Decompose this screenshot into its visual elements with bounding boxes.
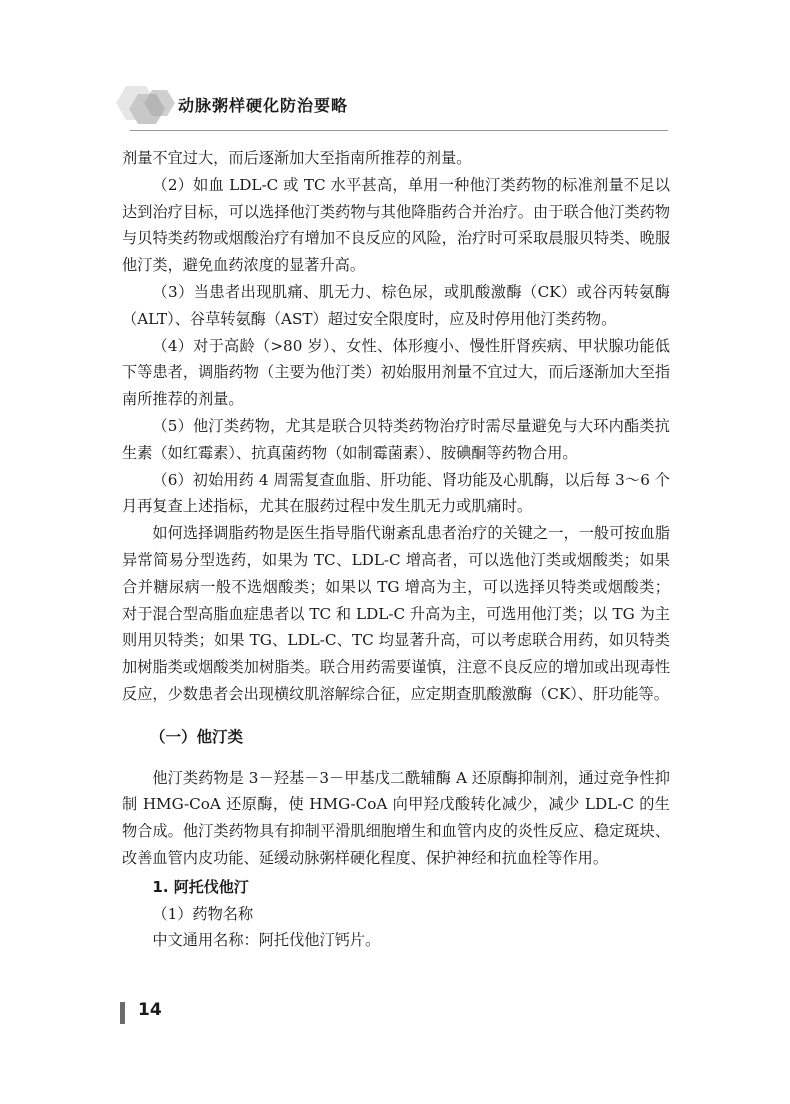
- hexagon-decoration-icon: [112, 82, 182, 132]
- sub-item-drug-name: （1）药物名称: [152, 904, 254, 923]
- paragraph-item-3: （3）当患者出现肌痛、肌无力、棕色尿，或肌酸激酶（CK）或谷丙转氨酶（ALT）、谷草转氨酶（AST）超过安全限度时，应及时停用他汀类药物。: [122, 282, 670, 328]
- paragraph-statins-intro: 他汀类药物是 3－羟基－3－甲基戊二酰辅酶 A 还原酶抑制剂，通过竞争性抑制 HMG-CoA 还原酶，使 HMG-CoA 向甲羟戊酸转化减少，减少 LDL-C 的生物合成。他汀类药物具有抑制平滑肌细胞增生和血管内皮的炎性反应、稳定斑块、改善血管内皮功能、延缓动脉粥样硬化程度、保护神经和抗血栓等作用。: [122, 768, 670, 867]
- paragraph-item-5: （5）他汀类药物，尤其是联合贝特类药物治疗时需尽量避免与大环内酯类抗生素（如红霉素）、抗真菌药物（如制霉菌素）、胺碘酮等药物合用。: [122, 416, 670, 462]
- paragraph-continuation: 剂量不宜过大，而后逐渐加大至指南所推荐的剂量。: [122, 149, 472, 167]
- footer-bar: [120, 1002, 125, 1024]
- section-heading-statins: （一）他汀类: [150, 727, 244, 746]
- header-divider: [130, 130, 668, 131]
- page-body: [122, 145, 670, 954]
- sub-heading-text: 1. 阿托伐他汀: [152, 877, 249, 896]
- page-number: 14: [138, 1000, 162, 1020]
- running-header-title: 动脉粥样硬化防治要略: [178, 96, 349, 115]
- paragraph-drug-selection: 如何选择调脂药物是医生指导脂代谢紊乱患者治疗的关键之一，一般可按血脂异常简易分型选药，如果为 TC、LDL-C 增高者，可以选他汀类或烟酸类；如果合并糖尿病一般不选烟酸类；如果以 TG 增高为主，可以选择贝特类或烟酸类；对于混合型高脂血症患者以 TC 和 LDL-C 升高为主，可选用他汀类；以 TG 为主则用贝特类；如果 TG、LDL-C、TC 均显著升高，可以考虑联合用药，如贝特类加树脂类或烟酸类加树脂类。联合用药需要谨慎，注意不良反应的增加或出现毒性反应，少数患者会出现横纹肌溶解综合征，应定期查肌酸激酶（CK）、肝功能等。: [122, 524, 670, 703]
- sub-heading-atorvastatin: [122, 874, 670, 901]
- paragraph-item-4: （4）对于高龄（>80 岁）、女性、体形瘦小、慢性肝肾疾病、甲状腺功能低下等患者，调脂药物（主要为他汀类）初始服用剂量不宜过大，而后逐渐加大至指南所推荐的剂量。: [122, 336, 670, 409]
- paragraph-item-2: （2）如血 LDL-C 或 TC 水平甚高，单用一种他汀类药物的标准剂量不足以达到治疗目标，可以选择他汀类药物与其他降脂药合并治疗。由于联合他汀类药物与贝特类药物或烟酸治疗有增加不良反应的风险，治疗时可采取晨服贝特类、晚服他汀类，避免血药浓度的显著升高。: [122, 175, 670, 275]
- drug-generic-name: 中文通用名称：阿托伐他汀钙片。: [152, 931, 381, 950]
- paragraph-item-6: （6）初始用药 4 周需复查血脂、肝功能、肾功能及心肌酶，以后每 3～6 个月再复查上述指标，尤其在服药过程中发生肌无力或肌痛时。: [122, 470, 670, 516]
- running-header: [112, 82, 349, 132]
